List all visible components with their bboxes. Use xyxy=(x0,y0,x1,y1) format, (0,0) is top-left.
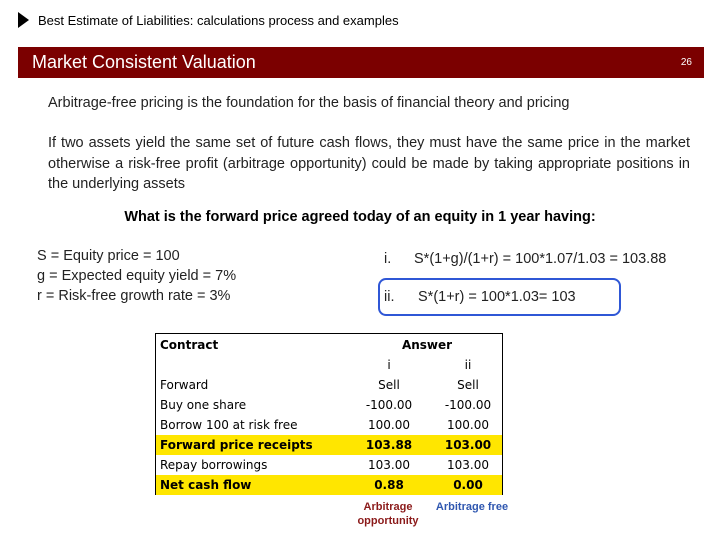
table-row xyxy=(156,375,502,395)
row-label: Forward xyxy=(160,378,209,392)
answer-ii xyxy=(384,289,576,305)
row-value-ii: 0.00 xyxy=(453,478,483,492)
row-value-ii: 100.00 xyxy=(447,418,489,432)
row-value-i: 0.88 xyxy=(374,478,404,492)
assumptions-list xyxy=(37,246,236,306)
row-value-ii: 103.00 xyxy=(447,458,489,472)
question-heading: What is the forward price agreed today of an equity in 1 year having: xyxy=(124,209,596,225)
arbitrage-free-note: Arbitrage free xyxy=(435,501,509,513)
answer-ii-formula: S*(1+r) = 100*1.03= 103 xyxy=(418,289,576,305)
answer-i xyxy=(384,251,666,267)
row-value-i: -100.00 xyxy=(365,398,413,412)
assumption-risk-free-rate: r = Risk-free growth rate = 3% xyxy=(37,288,231,304)
assumption-equity-price: S = Equity price = 100 xyxy=(37,248,180,264)
row-value-i: Sell xyxy=(378,378,400,392)
bullet-triangle-icon xyxy=(18,12,29,28)
assumption-equity-yield: g = Expected equity yield = 7% xyxy=(37,268,237,284)
answer-ii-number: ii. xyxy=(384,289,395,305)
intro-paragraph: Arbitrage-free pricing is the foundation for the basis of financial theory and pricing xyxy=(48,95,570,111)
table-row-highlighted xyxy=(156,435,502,455)
arbitrage-opportunity-note: Arbitrage opportunity xyxy=(357,501,419,527)
header-col-i: i xyxy=(387,358,391,372)
cash-flow-table xyxy=(155,333,503,495)
answer-i-number: i. xyxy=(384,251,392,267)
table-row xyxy=(156,415,502,435)
table-subheader-row xyxy=(156,355,502,375)
table-row-highlighted xyxy=(156,475,502,495)
table-row xyxy=(156,455,502,475)
row-value-i: 103.00 xyxy=(368,458,410,472)
page-header-title: Best Estimate of Liabilities: calculations process and examples xyxy=(38,13,399,28)
row-value-i: 100.00 xyxy=(368,418,410,432)
row-value-ii: 103.00 xyxy=(444,438,492,452)
header-answer: Answer xyxy=(401,338,453,352)
row-label: Forward price receipts xyxy=(160,438,313,452)
header-col-ii: ii xyxy=(464,358,472,372)
explanation-paragraph: If two assets yield the same set of future cash flows, they must have the same price in the market otherwise a risk-free profit (arbitrage opportunity) could be made by taking appropriate positions in the underlying assets xyxy=(48,135,690,192)
section-banner xyxy=(18,47,704,78)
table-header-row xyxy=(156,335,502,355)
header-contract: Contract xyxy=(160,338,219,352)
row-label: Repay borrowings xyxy=(160,458,268,472)
row-value-i: 103.88 xyxy=(365,438,413,452)
row-value-ii: -100.00 xyxy=(444,398,492,412)
row-label: Net cash flow xyxy=(160,478,252,492)
table-row xyxy=(156,395,502,415)
section-title: Market Consistent Valuation xyxy=(32,52,256,72)
answer-i-formula: S*(1+g)/(1+r) = 100*1.07/1.03 = 103.88 xyxy=(414,251,667,267)
row-value-ii: Sell xyxy=(457,378,479,392)
slide-number: 26 xyxy=(680,57,692,68)
row-label: Borrow 100 at risk free xyxy=(160,418,298,432)
row-label: Buy one share xyxy=(160,398,247,412)
